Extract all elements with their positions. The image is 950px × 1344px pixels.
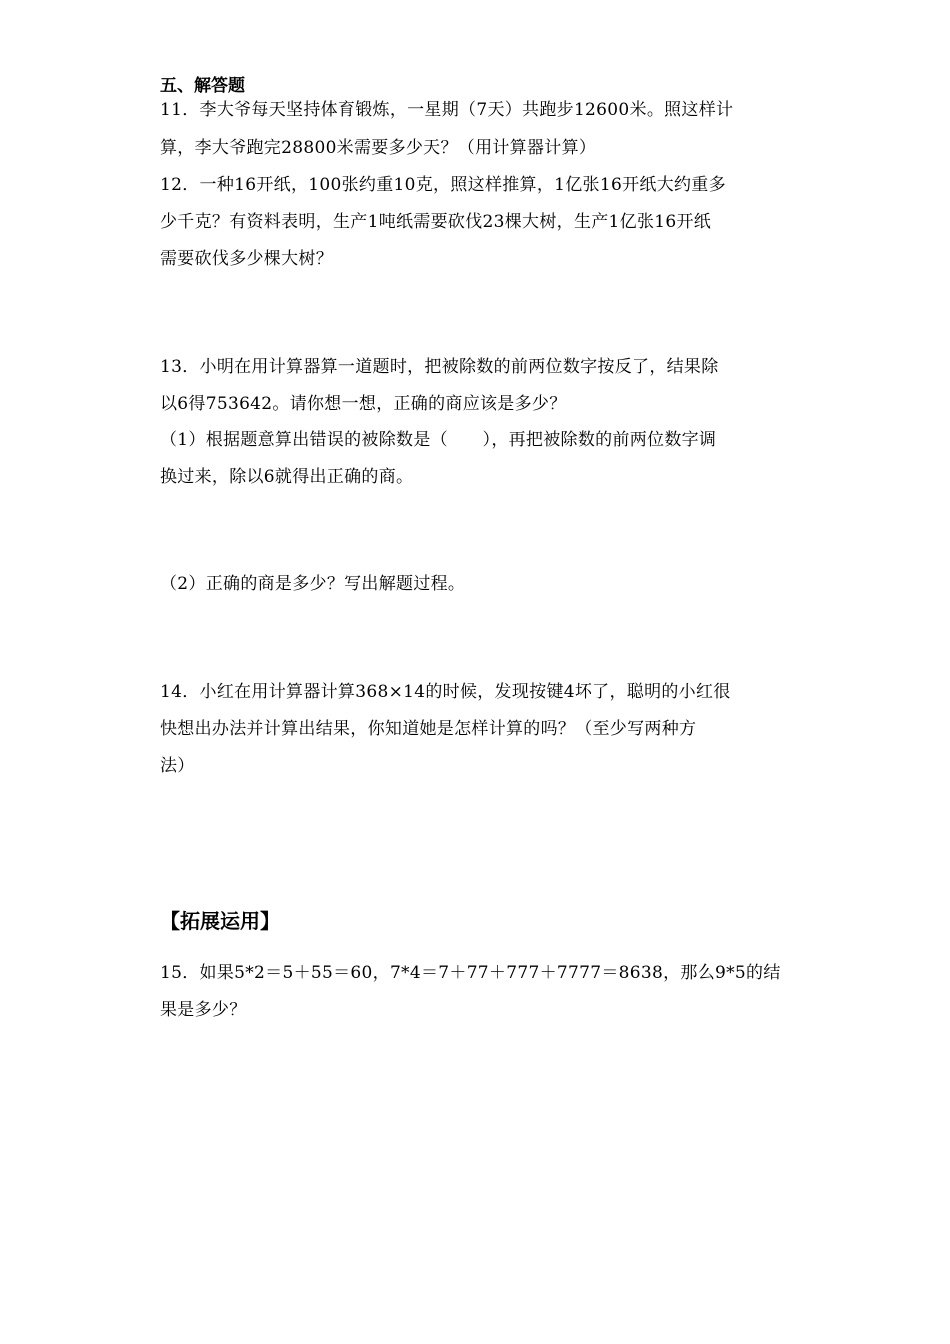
question-15-line-1: 15．如果5*2＝5＋55＝60，7*4＝7＋77＋777＋7777＝8638，那么9*5的结 bbox=[160, 963, 781, 983]
question-12-line-1: 12．一种16开纸，100张约重10克，照这样推算，1亿张16开纸大约重多 bbox=[160, 175, 726, 195]
section-title-answer-questions: 五、解答题 bbox=[160, 76, 245, 96]
extension-title: 【拓展运用】 bbox=[160, 909, 280, 933]
question-11-line-1: 11．李大爷每天坚持体育锻炼，一星期（7天）共跑步12600米。照这样计 bbox=[160, 100, 734, 120]
question-14-line-3: 法） bbox=[160, 756, 195, 776]
question-12-line-3: 需要砍伐多少棵大树？ bbox=[160, 249, 333, 269]
question-13-line-1: 13．小明在用计算器算一道题时，把被除数的前两位数字按反了，结果除 bbox=[160, 357, 719, 377]
question-13-line-2: 以6得753642。请你想一想，正确的商应该是多少？ bbox=[160, 394, 567, 414]
question-15-line-2: 果是多少？ bbox=[160, 1000, 247, 1020]
question-13-part-1-line-1: （1）根据题意算出错误的被除数是（ ），再把被除数的前两位数字调 bbox=[160, 430, 717, 450]
question-11-line-2: 算，李大爷跑完28800米需要多少天？（用计算器计算） bbox=[160, 138, 597, 158]
question-14-line-2: 快想出办法并计算出结果，你知道她是怎样计算的吗？（至少写两种方 bbox=[160, 719, 697, 739]
question-13-part-1-line-2: 换过来，除以6就得出正确的商。 bbox=[160, 467, 414, 487]
question-14-line-1: 14．小红在用计算器计算368×14的时候，发现按键4坏了，聪明的小红很 bbox=[160, 682, 731, 702]
question-12-line-2: 少千克？有资料表明，生产1吨纸需要砍伐23棵大树，生产1亿张16开纸 bbox=[160, 212, 712, 232]
question-13-part-2-line-1: （2）正确的商是多少？写出解题过程。 bbox=[160, 574, 466, 594]
